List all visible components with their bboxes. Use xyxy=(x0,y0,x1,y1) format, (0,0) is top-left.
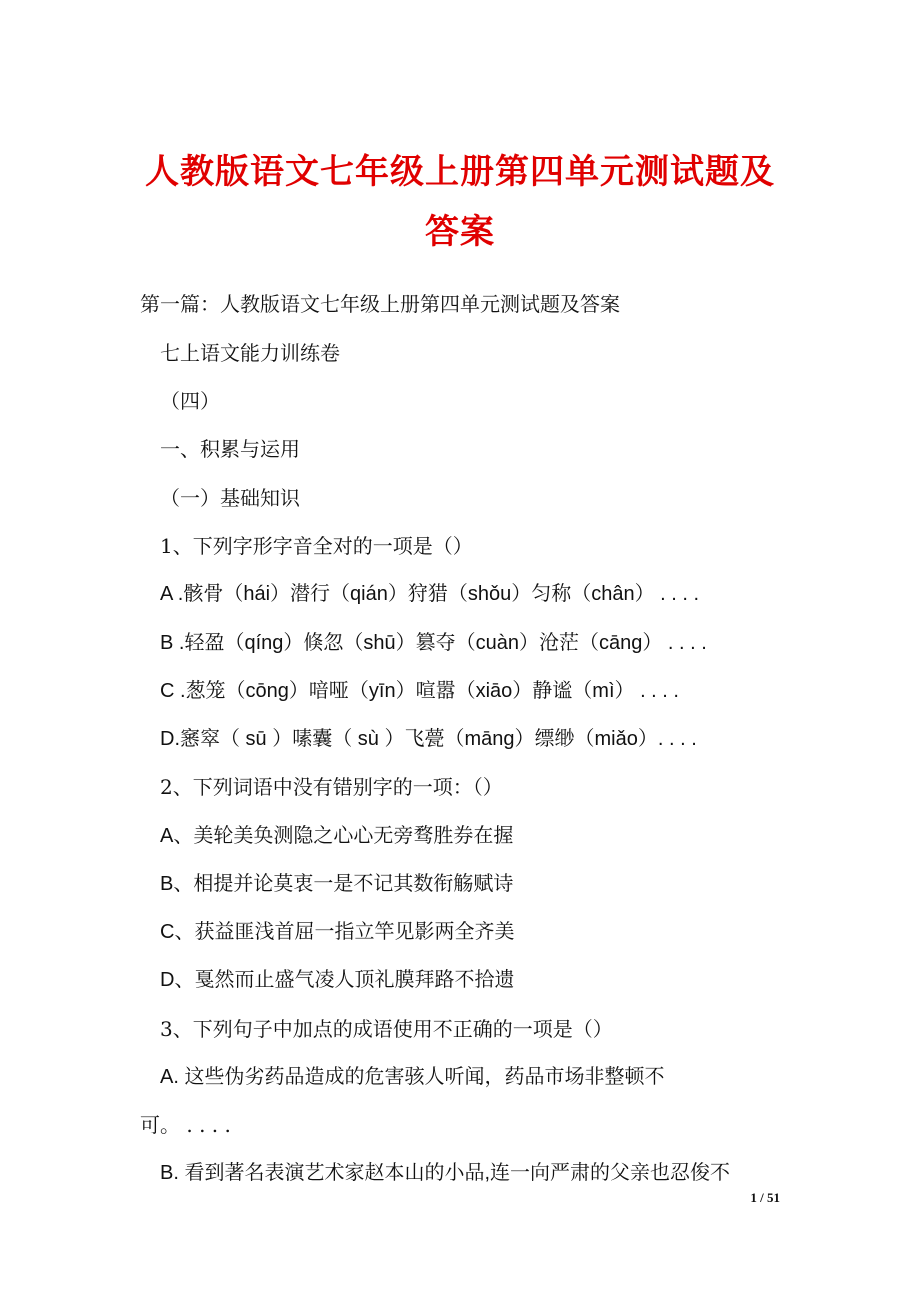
question-2-option-c: C、获益匪浅首屈一指立竿见影两全齐美 xyxy=(160,921,515,943)
question-1-option-b: B .轻盈（qíng）倏忽（shū）篡夺（cuàn）沧茫（cāng） . . . . xyxy=(160,632,707,654)
question-1-option-d: D.窸窣（ sū ）嗉囊（ sù ）飞甍（māng）缥缈（miǎo）. . . . xyxy=(160,728,697,750)
question-2-option-a: A、美轮美奂测隐之心心无旁骛胜券在握 xyxy=(160,825,514,847)
question-3-option-b: B. 看到著名表演艺术家赵本山的小品,连一向严肃的父亲也忍俊不 xyxy=(160,1162,731,1184)
paper-number: （四） xyxy=(160,389,220,413)
page-number: 1 / 51 xyxy=(750,1190,780,1205)
document-title-line2: 答案 xyxy=(425,212,495,252)
question-1-option-a: A .骸骨（hái）潜行（qián）狩猎（shǒu）匀称（chân） . . . . xyxy=(160,583,700,605)
paper-name: 七上语文能力训练卷 xyxy=(160,341,340,365)
question-3-option-a-continued: 可。 . . . . xyxy=(140,1113,231,1137)
part-heading: 一、积累与运用 xyxy=(160,437,300,461)
section-heading: 第一篇：人教版语文七年级上册第四单元测试题及答案 xyxy=(140,292,620,316)
question-3-option-a: A. 这些伪劣药品造成的危害骇人听闻，药品市场非整顿不 xyxy=(160,1066,665,1088)
question-2-option-b: B、相提并论莫衷一是不记其数衔觞赋诗 xyxy=(160,873,514,895)
subpart-heading: （一）基础知识 xyxy=(160,486,300,510)
question-2-option-d: D、戛然而止盛气凌人顶礼膜拜路不拾遗 xyxy=(160,969,515,991)
document-title-line1: 人教版语文七年级上册第四单元测试题及 xyxy=(145,152,775,192)
question-3: 3、下列句子中加点的成语使用不正确的一项是（） xyxy=(160,1017,613,1041)
question-2: 2、下列词语中没有错别字的一项：（） xyxy=(160,775,503,799)
question-1: 1、下列字形字音全对的一项是（） xyxy=(160,534,473,558)
question-1-option-c: C .葱笼（cōng）喑哑（yīn）喧嚣（xiāo）静谧（mì） . . . . xyxy=(160,680,679,702)
